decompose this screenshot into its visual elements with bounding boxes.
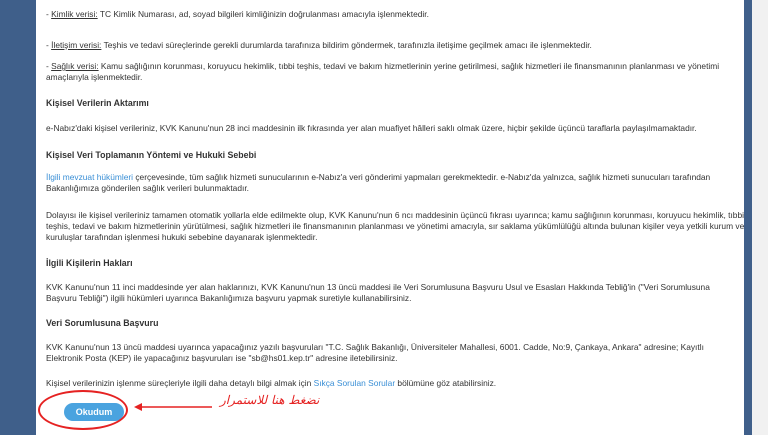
kvkk-panel: [36, 0, 744, 435]
detay-pre: Kişisel verilerinizin işlenme süreçleriyle ilgili daha detaylı bilgi almak için: [46, 378, 314, 388]
toplama-paragraph: [46, 172, 736, 194]
okudum-button[interactable]: Okudum: [64, 403, 124, 421]
iletisim-text: Teşhis ve tedavi süreçlerinde gerekli durumlarda tarafınıza bildirim göndermek, tarafınızla iletişime geçilmek amacı ile işlenmektedir.: [101, 40, 592, 50]
aktarim-paragraph: e-Nabız'daki kişisel verileriniz, KVK Kanunu'nun 28 inci maddesinin ilk fıkrasında yer alan muafiyet hâlleri saklı olmak üzere, hiçbir şekilde üçüncü taraflarla paylaşılmamaktadır.: [46, 123, 697, 133]
highlight-circle: [38, 390, 128, 430]
saglik-label: Sağlık verisi:: [51, 61, 99, 71]
haklar-heading: İlgili Kişilerin Hakları: [46, 258, 133, 268]
detay-paragraph: [46, 378, 736, 389]
saglik-text: Kamu sağlığının korunması, koruyucu hekimlik, tıbbi teşhis, tedavi ve bakım hizmetlerinin yerine getirilmesi, sağlık hizmetleri ile finansmanının planlanması ve yönetimi amaçlarıyla işlenmektedir.: [46, 61, 720, 83]
saglik-paragraph: - Sağlık verisi: Kamu sağlığının korunması, koruyucu hekimlik, tıbbi teşhis, tedavi ve bakım hizmetlerinin yerine getirilmesi, sağlık hizmetleri ile finansmanının planlanması ve yönetimi amaçlarıyla işlenmektedir.: [46, 61, 720, 83]
sss-link[interactable]: Sıkça Sorulan Sorular: [313, 378, 396, 388]
toplama-text: çerçevesinde, tüm sağlık hizmeti sunucularının e-Nabız'a veri gönderimi yapmaları gerekmektedir. e-Nabız'da yalnızca, sağlık hizmeti sunucuları tarafından Bakanlığımıza gönderilen sağlık verileri bulunmaktadır.: [46, 172, 711, 194]
arrow-left-icon: [134, 400, 214, 414]
basvuru-heading: Veri Sorumlusuna Başvuru: [46, 318, 159, 328]
iletisim-label: İletişim verisi:: [51, 40, 102, 50]
basvuru-paragraph: KVK Kanunu'nun 13 üncü maddesi uyarınca yapacağınız yazılı başvuruları "T.C. Sağlık Bakanlığı, Üniversiteler Mahallesi, 6001. Cadde, No:9, Çankaya, Ankara" adresine; Kayıtlı Elektronik Posta (KEP) ile yapacağınız başvuruları ise "sb@hs01.kep.tr" adresine iletebilirsiniz.: [46, 342, 704, 364]
kimlik-paragraph: - Kimlik verisi: TC Kimlik Numarası, ad, soyad bilgileri kimliğinizin doğrulanması amacıyla işlenmektedir.: [46, 9, 429, 19]
annotation-text: نضغط هنا للاستمرار: [220, 393, 320, 407]
mevzuat-link[interactable]: İlgili mevzuat hükümleri: [46, 172, 134, 182]
haklar-paragraph: KVK Kanunu'nun 11 inci maddesinde yer alan haklarınızı, KVK Kanunu'nun 13 üncü maddesi ile Veri Sorumlusuna Başvuru Usul ve Esasları Hakkında Tebliğ'in ("Veri Sorumlusuna Başvuru Tebliği") ilgili hükümleri uyarınca Bakanlığımıza başvuru yapmak suretiyle kullanabilirsiniz.: [46, 282, 710, 304]
dolayisi-paragraph: Dolayısı ile kişisel verileriniz tamamen otomatik yollarla elde edilmekte olup, KVK Kanunu'nun 6 ncı maddesinin üçüncü fıkrası uyarınca; kamu sağlığının korunması, koruyucu hekimlik, tıbbi teşhis, tedavi ve bakım hizmetlerinin yürütülmesi, sağlık hizmetleri ile finansmanının planlanması ve yönetimi amacıyla, sır saklama yükümlülüğü altında bulunan kişiler veya yetkili kurum ve kuruluşlar tarafından işlenmesi hukuki sebebine dayanarak işlenmektedir.: [46, 210, 745, 243]
iletisim-paragraph: - İletişim verisi: Teşhis ve tedavi süreçlerinde gerekli durumlarda tarafınıza bildirim göndermek, tarafınızla iletişime geçilmek amacı ile işlenmektedir.: [46, 40, 592, 50]
kimlik-text: TC Kimlik Numarası, ad, soyad bilgileri kimliğinizin doğrulanması amacıyla işlenmektedir.: [97, 9, 429, 19]
toplama-heading: Kişisel Veri Toplamanın Yöntemi ve Hukuki Sebebi: [46, 150, 257, 160]
detay-post: bölümüne göz atabilirsiniz.: [395, 378, 497, 388]
aktarim-heading: Kişisel Verilerin Aktarımı: [46, 98, 149, 108]
kimlik-label: Kimlik verisi:: [51, 9, 98, 19]
scrollbar[interactable]: [752, 0, 768, 435]
